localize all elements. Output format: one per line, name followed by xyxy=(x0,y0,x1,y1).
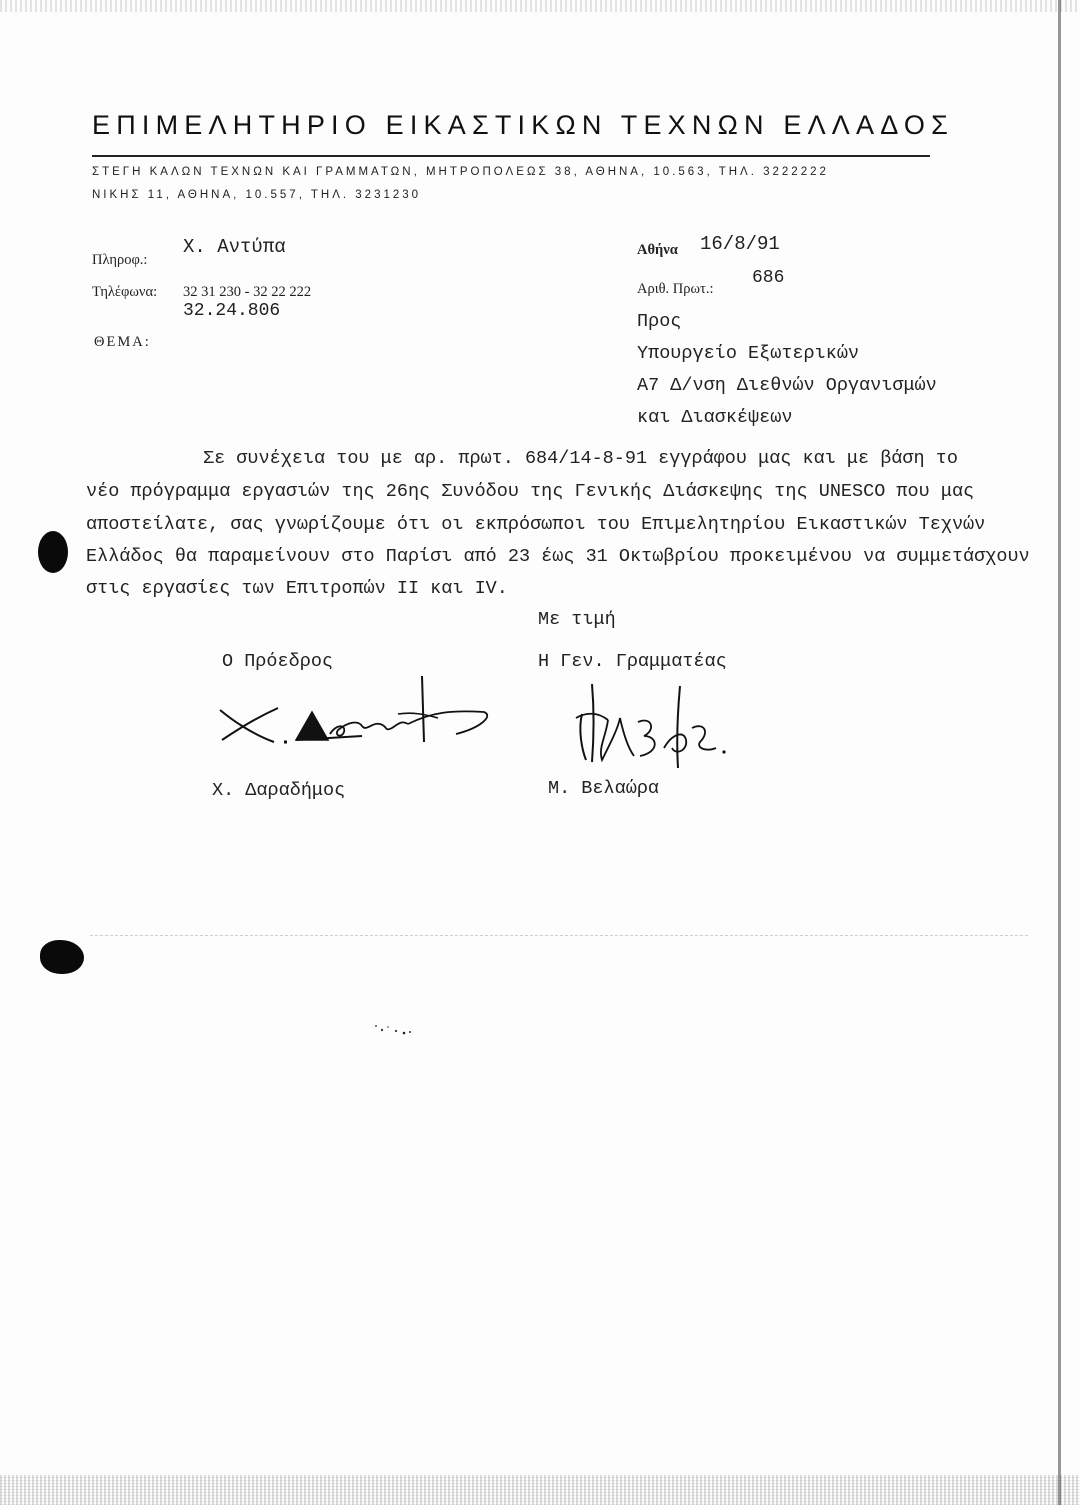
scan-edge xyxy=(1058,0,1061,1505)
scan-dust xyxy=(372,1020,414,1038)
body-line-4: Ελλάδος θα παραμείνουν στο Παρίσι από 23 έως 31 Οκτωβρίου προκειμένου να συμμετάσχουν xyxy=(86,546,1030,567)
secretary-title: Η Γεν. Γραμματέας xyxy=(538,651,727,672)
phones-label: Τηλέφωνα: xyxy=(92,284,158,300)
body-line-2: νέο πρόγραμμα εργασιών της 26ης Συνόδου της Γενικής Διάσκεψης της UNESCO που μας xyxy=(86,481,975,502)
president-signature xyxy=(212,672,502,768)
secretary-signature xyxy=(568,678,738,774)
recipient-line-2: Υπουργείο Εξωτερικών xyxy=(637,343,860,364)
letter-date: 16/8/91 xyxy=(700,233,780,255)
punch-hole-mark xyxy=(38,531,68,573)
punch-hole-mark xyxy=(40,940,84,974)
closing-salutation: Με τιμή xyxy=(538,609,616,630)
phone-extra: 32.24.806 xyxy=(183,301,281,321)
president-title: Ο Πρόεδρος xyxy=(222,651,334,672)
president-name: Χ. Δαραδήμος xyxy=(212,780,346,801)
organization-name: ΕΠΙΜΕΛΗΤΗΡΙΟ ΕΙΚΑΣΤΙΚΩΝ ΤΕΧΝΩΝ ΕΛΛΑΔΟΣ xyxy=(92,110,955,140)
body-line-3: αποστείλατε, σας γνωρίζουμε ότι οι εκπρόσωποι του Επιμελητηρίου Εικαστικών Τεχνών xyxy=(86,514,986,535)
secretary-name: Μ. Βελαώρα xyxy=(548,778,660,799)
recipient-line-4: και Διασκέψεων xyxy=(637,407,793,428)
body-line-5: στις εργασίες των Επιτροπών ΙΙ και IV. xyxy=(86,578,508,599)
info-label: Πληροφ.: xyxy=(92,252,148,268)
subject-label: ΘΕΜΑ: xyxy=(94,334,151,350)
scan-speckle-top xyxy=(0,0,1080,12)
address-line-2: ΝΙΚΗΣ 11, ΑΘΗΝΑ, 10.557, ΤΗΛ. 3231230 xyxy=(92,189,422,201)
scan-speckle-bottom xyxy=(0,1475,1080,1505)
protocol-label: Αριθ. Πρωτ.: xyxy=(637,281,714,297)
recipient-line-1: Προς xyxy=(637,311,682,332)
info-value: Χ. Αντύπα xyxy=(183,236,286,258)
recipient-line-3: Α7 Δ/νση Διεθνών Οργανισμών xyxy=(637,375,937,396)
protocol-number: 686 xyxy=(752,268,785,288)
body-line-1: Σε συνέχεια του με αρ. πρωτ. 684/14-8-91 εγγράφου μας και με βάση το xyxy=(203,448,958,469)
address-line-1: ΣΤΕΓΗ ΚΑΛΩΝ ΤΕΧΝΩΝ ΚΑΙ ΓΡΑΜΜΑΤΩΝ, ΜΗΤΡΟΠΟΛΕΩΣ 38, ΑΘΗΝΑ, 10.563, ΤΗΛ. 3222222 xyxy=(92,166,829,178)
faint-scan-line xyxy=(90,935,1028,936)
city-label: Αθήνα xyxy=(637,242,678,258)
phones-value: 32 31 230 - 32 22 222 xyxy=(183,284,312,300)
letterhead-divider xyxy=(92,155,930,157)
